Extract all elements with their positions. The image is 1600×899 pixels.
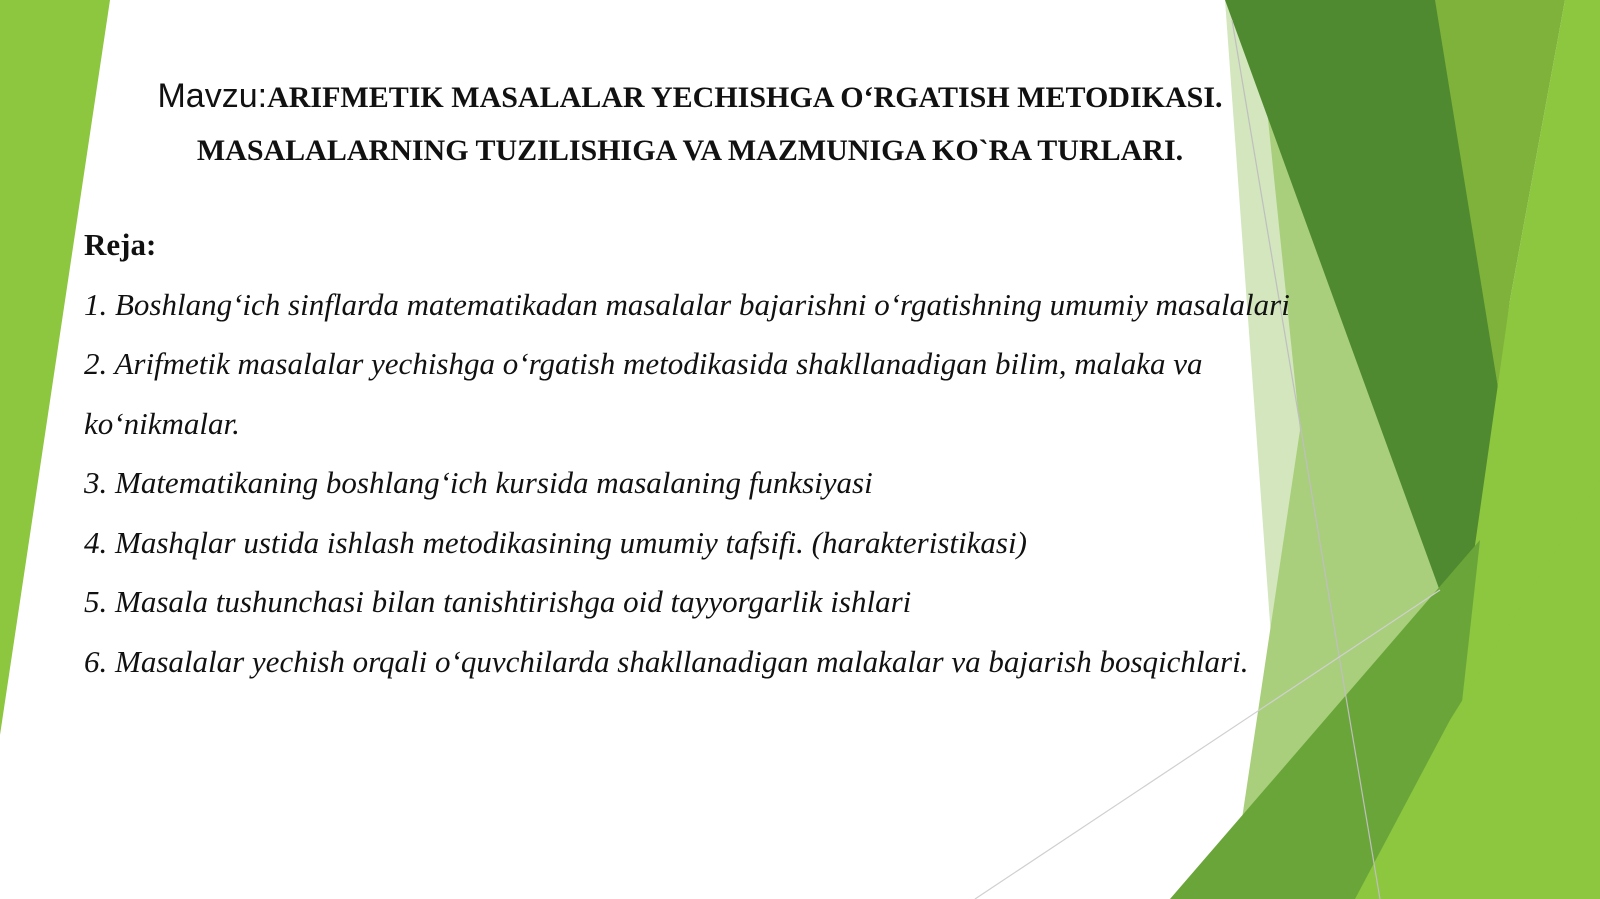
plan-item-1: 1. Boshlang‘ich sinflarda matematikadan masalalar bajarishni o‘rgatishning umumiy masalalari (84, 286, 1290, 322)
title-main: ARIFMETIK MASALALAR YECHISHGA O‘RGATISH METODIKASI. (267, 81, 1223, 114)
plan-item-6: 6. Masalalar yechish orqali o‘quvchilarda shakllanadigan malakalar va bajarish bosqichlari. (84, 643, 1249, 679)
plan-label: Reja: (84, 227, 157, 262)
title-line-2: MASALALARNING TUZILISHIGA VA MAZMUNIGA KO`RA TURLARI. (196, 134, 1184, 167)
plan-item-3: 3. Matematikaning boshlang‘ich kursida masalaning funksiyasi (84, 465, 873, 500)
plan-item-2: 2. Arifmetik masalalar yechishga o‘rgatish metodikasida shakllanadigan bilim, malaka va ko‘nikmalar. (84, 346, 1203, 441)
slide-title (60, 72, 1320, 175)
plan-section (84, 215, 1324, 691)
plan-item-4: 4. Mashqlar ustida ishlash metodikasining umumiy tafsifi. (harakteristikasi) (84, 524, 1027, 560)
title-prefix: Mavzu: (157, 77, 268, 115)
title-line-1 (60, 72, 1320, 127)
plan-item-5: 5. Masala tushunchasi bilan tanishtirishga oid tayyorgarlik ishlari (84, 584, 912, 619)
